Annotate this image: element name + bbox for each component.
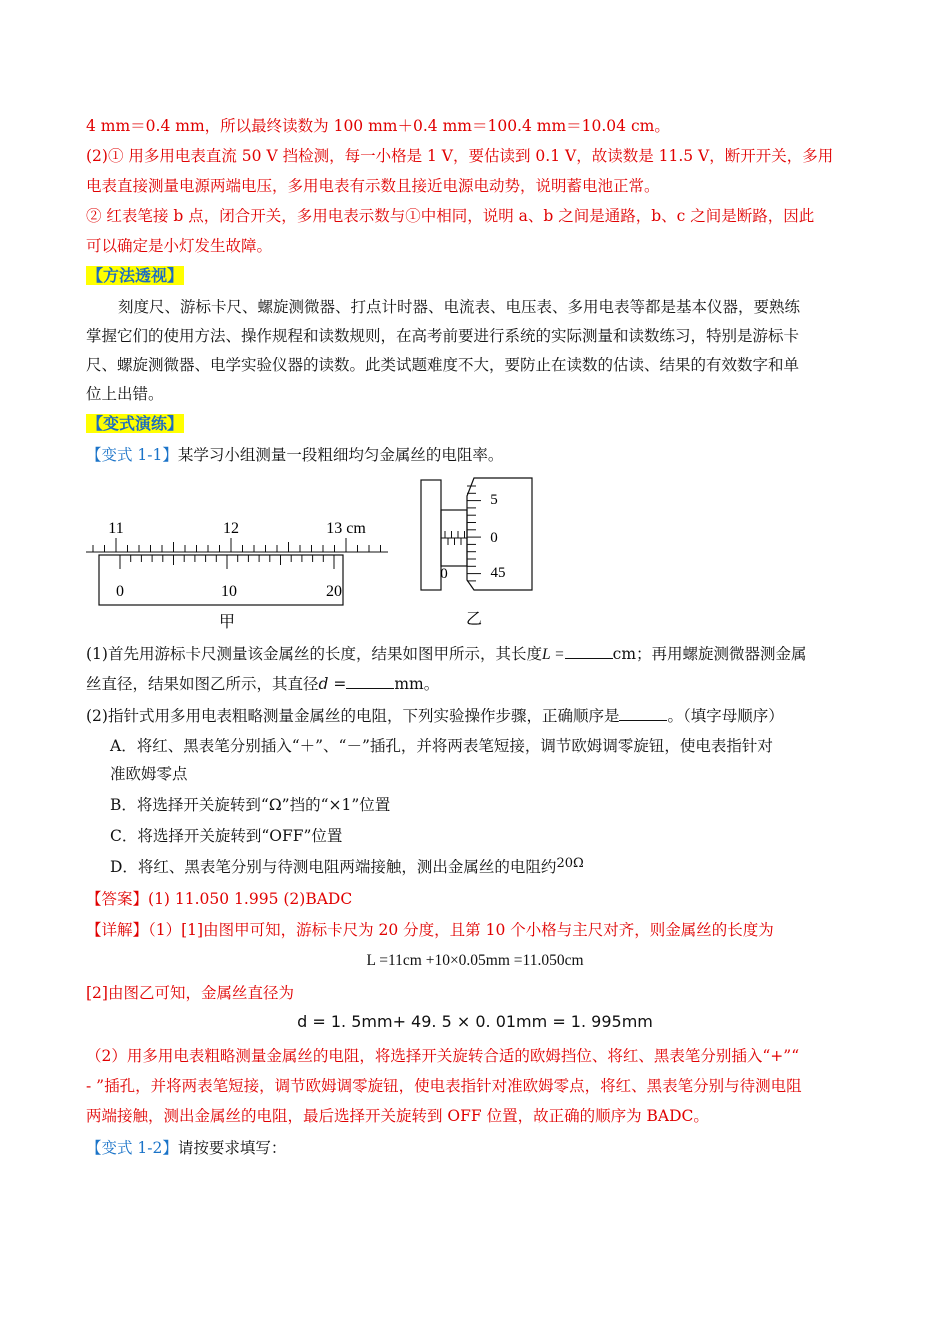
- vernier-caliper-figure: [84, 475, 394, 635]
- main-scale-label: 13 cm: [326, 520, 366, 537]
- section-heading-method: [86, 266, 866, 286]
- detail-line: - ”插孔，并将两表笔短接，调节欧姆调零旋钮，使电表指针对准欧姆零点，将红、黑表笔分别与待测电阻: [86, 1077, 802, 1095]
- symbol-L: L =: [541, 646, 565, 663]
- text-line: 可以确定是小灯发生故障。: [86, 237, 273, 255]
- figure-caption: 甲: [218, 614, 236, 631]
- main-scale: [86, 538, 388, 552]
- detail-line: [2]由图乙可知，金属丝直径为: [86, 984, 294, 1002]
- vernier-scale: [120, 555, 334, 569]
- problem-text: 某学习小组测量一段粗细均匀金属丝的电阻率。: [177, 446, 504, 464]
- question-text: (2)指针式用多用电表粗略测量金属丝的电阻，下列实验操作步骤，正确顺序是: [86, 707, 620, 725]
- figure-caption: 乙: [465, 611, 483, 628]
- answer-text: (1) 11.050 1.995 (2)BADC: [148, 890, 353, 908]
- question-text: mm。: [394, 675, 440, 693]
- option-a: A．将红、黑表笔分别插入“＋”、“－”插孔，并将两表笔短接，调节欧姆调零旋钮，使电表指针对: [110, 737, 773, 755]
- micrometer-anvil: [421, 480, 441, 590]
- thimble-label: 45: [490, 565, 506, 581]
- answer-blank: [346, 674, 394, 689]
- thimble-ticks: [467, 486, 481, 581]
- answer-tag: 【答案】: [86, 890, 149, 908]
- answer-line: [86, 889, 866, 909]
- text-line: 电表直接测量电源两端电压，多用电表有示数且接近电源电动势，说明蓄电池正常。: [86, 177, 660, 195]
- answer-blank: [565, 644, 613, 659]
- formula-diameter: d = 1. 5mm+ 49. 5 × 0. 01mm = 1. 995mm: [297, 1012, 653, 1031]
- text-line: 尺、螺旋测微器、电学实验仪器的读数。此类试题难度不大，要防止在读数的估读、结果的有效数字和单: [86, 356, 800, 374]
- text-line: (2)① 用多用电表直流 50 V 挡检测，每一小格是 1 V，要估读到 0.1 V，故读数是 11.5 V，断开开关，多用: [86, 147, 834, 165]
- text-line: 4 mm＝0.4 mm，所以最终读数为 100 mm＋0.4 mm＝100.4 mm＝10.04 cm。: [86, 117, 670, 135]
- problem-tag: 【变式 1-1】: [86, 446, 178, 464]
- question-text: cm；再用螺旋测微器测金属: [612, 645, 807, 663]
- question-text: 丝直径，结果如图乙所示，其直径: [86, 675, 319, 693]
- resistance-value: 20Ω: [556, 856, 584, 871]
- problem-1-1-intro: [86, 445, 866, 465]
- vernier-label: 0: [116, 583, 124, 600]
- detail-line: 两端接触，测出金属丝的电阻，最后选择开关旋转到 OFF 位置，故正确的顺序为 BADC。: [86, 1107, 709, 1125]
- detail-line: （2）用多用电表粗略测量金属丝的电阻，将选择开关旋转合适的欧姆挡位、将红、黑表笔分别插入“+”“: [86, 1047, 800, 1065]
- option-d: [110, 857, 890, 879]
- question-1-line: [86, 644, 866, 665]
- option-text: D．将红、黑表笔分别与待测电阻两端接触，测出金属丝的电阻约: [110, 858, 557, 876]
- practice-heading: 【变式演练】: [87, 414, 184, 433]
- option-c: C．将选择开关旋转到“OFF”位置: [110, 827, 343, 845]
- question-text: (1)首先用游标卡尺测量该金属丝的长度，结果如图甲所示，其长度: [86, 645, 542, 663]
- problem-1-2-intro: [86, 1138, 866, 1158]
- question-1-line: [86, 674, 866, 694]
- main-scale-label: 12: [223, 520, 239, 537]
- answer-blank: [619, 706, 667, 721]
- detail-text: （1）[1]由图甲可知，游标卡尺为 20 分度，且第 10 个小格与主尺对齐，则金属丝的长度为: [148, 921, 774, 939]
- text-line: 刻度尺、游标卡尺、螺旋测微器、打点计时器、电流表、电压表、多用电表等都是基本仪器，要熟练: [118, 298, 801, 316]
- vernier-label: 20: [326, 583, 342, 600]
- section-heading-practice: [86, 414, 866, 434]
- detail-tag: 【详解】: [86, 921, 149, 939]
- method-heading: 【方法透视】: [87, 266, 184, 285]
- main-scale-label: 11: [108, 520, 124, 537]
- text-line: 掌握它们的使用方法、操作规程和读数规则，在高考前要进行系统的实际测量和读数练习，特别是游标卡: [86, 327, 800, 345]
- problem-tag: 【变式 1-2】: [86, 1139, 178, 1157]
- formula-length: L =11cm +10×0.05mm =11.050cm: [366, 952, 584, 969]
- detail-line: [86, 920, 866, 940]
- symbol-d: d =: [318, 675, 347, 693]
- sleeve-label: 0: [440, 566, 448, 582]
- vernier-label: 10: [221, 583, 237, 600]
- problem-text: 请按要求填写：: [177, 1139, 287, 1157]
- thimble-label: 0: [490, 530, 498, 546]
- thimble-label: 5: [490, 492, 498, 508]
- option-a-cont: 准欧姆零点: [110, 765, 188, 783]
- text-line: 位上出错。: [86, 385, 164, 403]
- question-text: 。（填字母顺序）: [667, 707, 784, 725]
- question-2-line: [86, 706, 866, 726]
- text-line: ② 红表笔接 b 点，闭合开关，多用电表示数与①中相同，说明 a、b 之间是通路，b、c 之间是断路，因此: [86, 207, 815, 225]
- micrometer-figure: [414, 474, 544, 630]
- option-b: B．将选择开关旋转到“Ω”挡的“×1”位置: [110, 796, 391, 814]
